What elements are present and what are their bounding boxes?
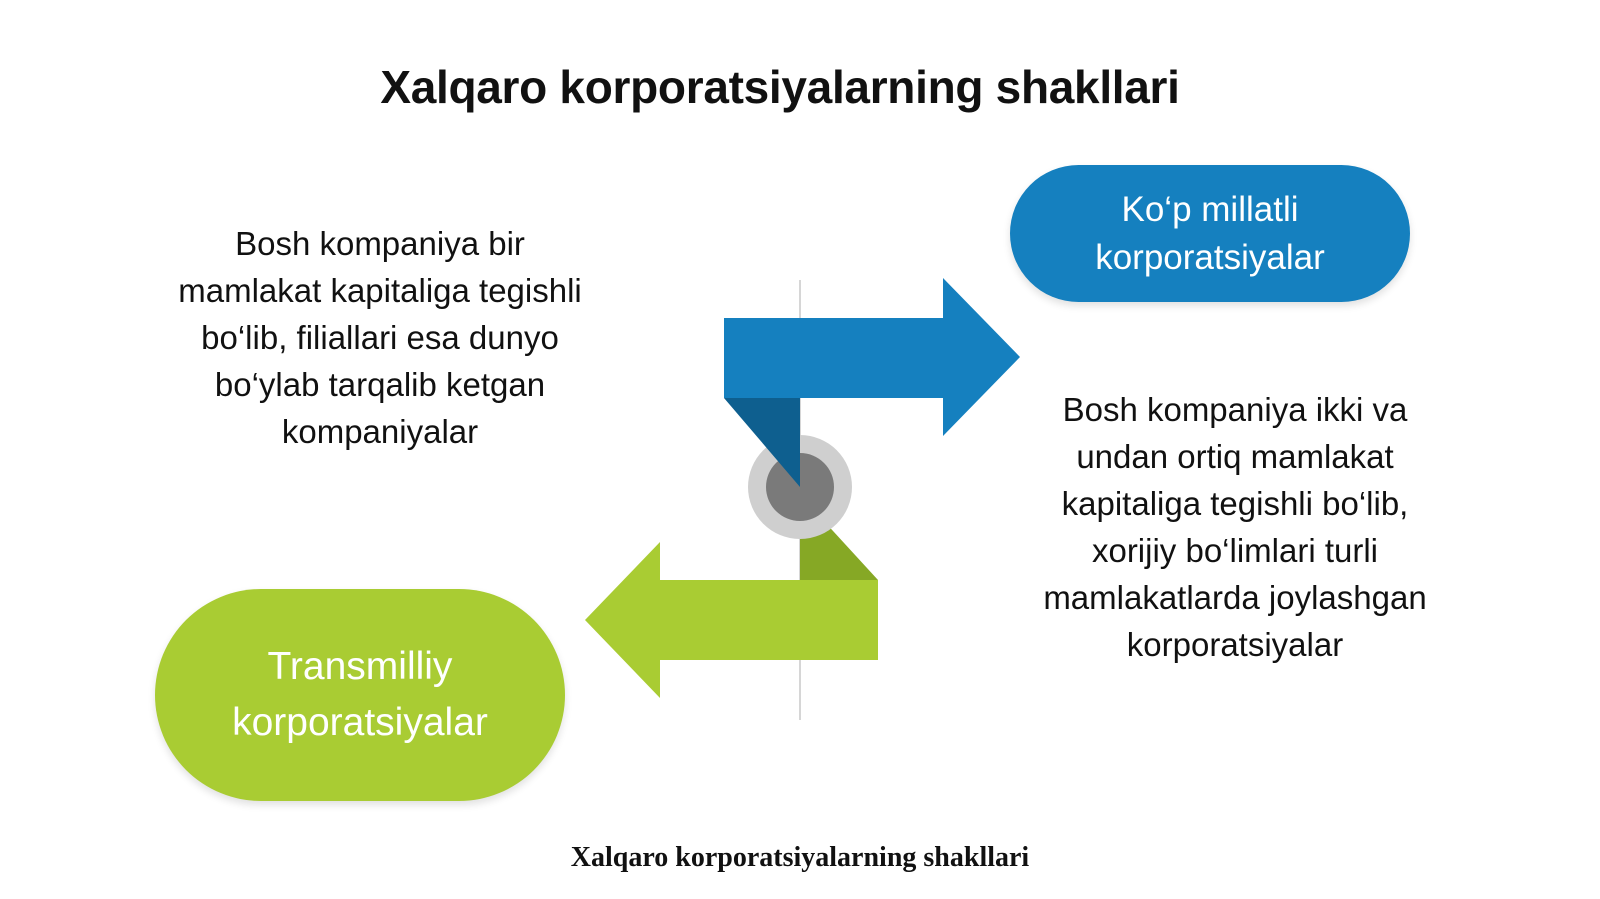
green-arrow-head [585, 542, 660, 698]
multinational-label: Ko‘p millatli korporatsiyalar [1095, 189, 1325, 277]
slide-title: Xalqaro korporatsiyalarning shakllari [380, 61, 1180, 113]
multinational-pill [1010, 165, 1410, 302]
figure-caption: Xalqaro korporatsiyalarning shakllari [570, 842, 1030, 873]
transnational-pill [155, 589, 565, 801]
blue-arrow-head [943, 278, 1020, 436]
transnational-label: Transmilliy korporatsiyalar [232, 645, 488, 744]
transnational-description: Bosh kompaniya ikki va undan ortiq mamlakat kapitaliga tegishli bo‘lib, xorijiy bo‘limlari turli mamlakatlarda joylashgan korporatsiyalar [1043, 391, 1427, 663]
green-arrow-shaft [660, 580, 878, 660]
blue-arrow-shaft [724, 318, 945, 398]
multinational-description: Bosh kompaniya bir mamlakat kapitaliga tegishli bo‘lib, filiallari esa dunyo bo‘ylab tarqalib ketgan kompaniyalar [178, 225, 582, 450]
